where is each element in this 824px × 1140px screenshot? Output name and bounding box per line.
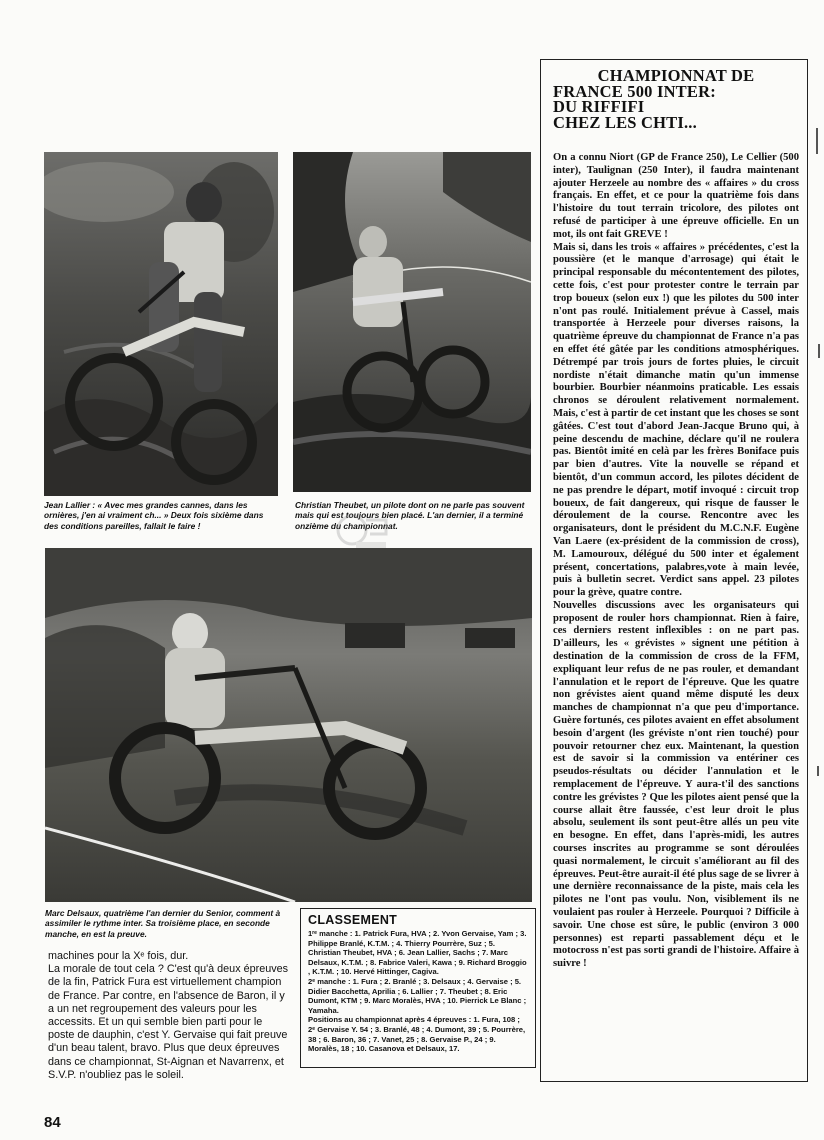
- sidebar-paragraph: Mais si, dans les trois « affaires » précédentes, c'est la poussière (et le manque d'arrosage) qui était le principal responsable du mécontentement des pilotes, cette fois, c'est pour protester contre le terrain par trop boueux (selon eux !) que les pilotes du 500 inter n'ont pas roulé. Initialement prévue à Cassel, mais transportée à Herzeele pour diverses raisons, la quatrième épreuve du championnat de France n'a pas en effet été gâtée par les conditions atmosphériques. Détrempé par trois jours de fortes pluies, le circuit nordiste n'était dimanche matin qu'un immense bourbier. Bourbier néanmoins praticable. Les essais chronos se déroulent relativement normalement. Mais, c'est à partir de cet instant que les choses se sont gâtées. C'est tout d'abord Jean-Jacque Bruno qui, à peine descendu de machine, déclare qu'il ne roulera pas. Bientôt imité en celà par les frères Boniface puis par bien d'autres. Vite la nouvelle se répand et bientôt, d'un commun accord, les pilotes décident de ne pas prendre le départ, motif invoqué : circuit trop boueux, de fait dangereux, qui risque de fausser le déroulement de la course. Rencontre avec les organisateurs, dont le président du M.C.N.F. Eugène Van Laere (ex-président de la commission de cross), M. Lamouroux, délégué du 500 inter et également présent, concertations, palabres,vote à main levée, puis à bulletin secret. Verdict sans appel. 23 pilotes pour la grève, quatre contre.: [553, 241, 799, 599]
- classement-positions: Positions au championnat après 4 épreuves : 1. Fura, 108 ; 2ᵉ Gervaise Y. 54 ; 3. Branlé, 48 ; 4. Dumont, 39 ; 5. Pourrère, 38 ; 6. Baron, 36 ; 7. Vanet, 25 ; 8. Gervaise P., 24 ; 9. Moralès, 18 ; 10. Casanova et Delsaux, 17.: [308, 1015, 526, 1054]
- headline-line: CHAMPIONNAT DE: [597, 66, 755, 85]
- classement-box: [300, 908, 536, 1068]
- photo-marc-delsaux-image: [45, 548, 532, 902]
- article-paragraph: La morale de tout cela ? C'est qu'à deux épreuves de la fin, Patrick Fura est virtuellement champion de France. Par contre, en l'absence de Baron, il y a un net regroupement des valeurs pour les accessits. Et un qui semble bien parti pour le poste de dauphin, c'est Y. Gervaise qui fait preuve d'un beau talent, bravo. Plus que deux épreuves dans ce championnat, St-Aignan et Navarrenx, et S.V.P. n'oubliez pas le soleil.: [48, 963, 289, 1081]
- caption-jean-lallier: Jean Lallier : « Avec mes grandes cannes, dans les ornières, j'en ai vraiment ch... » Deux fois sixième dans des conditions pareilles, fallait le faire !: [44, 500, 264, 531]
- headline-line: FRANCE 500 INTER:: [553, 81, 716, 101]
- sidebar-article: [540, 59, 808, 1082]
- caption-marc-delsaux: Marc Delsaux, quatrième l'an dernier du Senior, comment à assimiler le rythme inter. Sa troisième place, en seconde manche, en est la preuve.: [45, 908, 281, 939]
- margin-mark: [818, 344, 820, 358]
- margin-mark: [817, 766, 819, 776]
- headline-line: CHEZ LES CHTI...: [553, 112, 697, 132]
- article-paragraph: machines pour la Xᵉ fois, dur.: [48, 950, 189, 962]
- article-continuation: [48, 950, 288, 1082]
- sidebar-headline: [553, 68, 799, 130]
- classement-manche-1: 1ʳᵉ manche : 1. Patrick Fura, HVA ; 2. Yvon Gervaise, Yam ; 3. Philippe Branlé, K.T.M. ; 4. Thierry Pourrère, Suz ; 5. Christian Theubet, HVA ; 6. Jean Lallier, Sachs ; 7. Marc Delsaux, K.T.M. ; 8. Fabrice Valeri, Kawa ; 9. Richard Broggio , K.T.M. ; 10. Hervé Hittinger, Cagiva.: [308, 929, 527, 977]
- photo-marc-delsaux: [45, 548, 532, 902]
- page-number: 84: [44, 1114, 61, 1131]
- sidebar-body: [553, 152, 799, 971]
- caption-christian-theubet: Christian Theubet, un pilote dont on ne parle pas souvent mais qui est toujours bien placé. L'an dernier, il a terminé onzième du championnat.: [295, 500, 525, 531]
- photo-jean-lallier-image: [44, 152, 278, 496]
- margin-mark: [816, 128, 818, 154]
- photo-christian-theubet-image: [293, 152, 531, 492]
- headline-line: DU RIFFIFI: [553, 97, 645, 116]
- sidebar-paragraph: Nouvelles discussions avec les organisateurs qui proposent de rouler hors championnat. Rien à faire, ces derniers restent inflexibles : on ne part pas. D'ailleurs, les « grévistes » signent une pétition à destination de la commission de cross de la FFM, expliquant leur refus de ne pas rouler, et demandant l'annulation et le report de l'épreuve. Que les quatre non grévistes aient quand même disputé les deux manches de championnat n'a que peu d'importance. Guère fortunés, ces pilotes avaient en effet absolument besoin d'argent (les gréviste n'ont rien touché) pour pouvoir retourner chez eux. Maintenant, la question est de savoir si la commission va entériner ces pseudos-résultats ou décider l'annulation et le remplacement de l'épreuve. Y aura-t'il des sanctions contre les grévistes ? Que les pilotes aient pensé que la course allait être faussée, c'est leur droit le plus absolu, seulement ils sont peut-être allés un peu vite en besogne. En effet, dans l'après-midi, les autres courses inscrites au programme se sont déroulées quasi normalement, le circuit s'améliorant au fil des épreuves. Peut-être aurait-il été plus sage de se livrer à une dernière reconnaissance de la piste, mais cela les pilotes ne l'ont pas voulu. Non, visiblement ils ne voulaient pas rouler à Herzeele. Pourquoi ? Difficile à savoir. Une chose est sûre, le public (environ 3 000 personnes) est reparti passablement déçu et le motocross n'est pas sorti grandi de l'histoire. Affaire à suivre !: [553, 599, 799, 970]
- classement-title: CLASSEMENT: [308, 913, 398, 927]
- sidebar-paragraph: On a connu Niort (GP de France 250), Le Cellier (500 inter), Taulignan (250 Inter), il faudra maintenant ajouter Herzeele au nombre des « affaires » du cross français. En effet, et ce pour la quatrième fois dans l'histoire du tout terrain tricolore, des pilotes ont refusé de participer à une épreuve officielle. En un mot, ils ont fait GREVE !: [553, 152, 799, 240]
- photo-jean-lallier: [44, 152, 278, 496]
- classement-manche-2: 2ᵉ manche : 1. Fura ; 2. Branlé ; 3. Delsaux ; 4. Gervaise ; 5. Didier Bacchetta, Aprilia ; 6. Lallier ; 7. Theubet ; 8. Eric Dumont, KTM ; 9. Marc Moralès, HVA ; 10. Pierrick Le Blanc ; Yamaha.: [308, 976, 527, 1015]
- photo-christian-theubet: [293, 152, 531, 492]
